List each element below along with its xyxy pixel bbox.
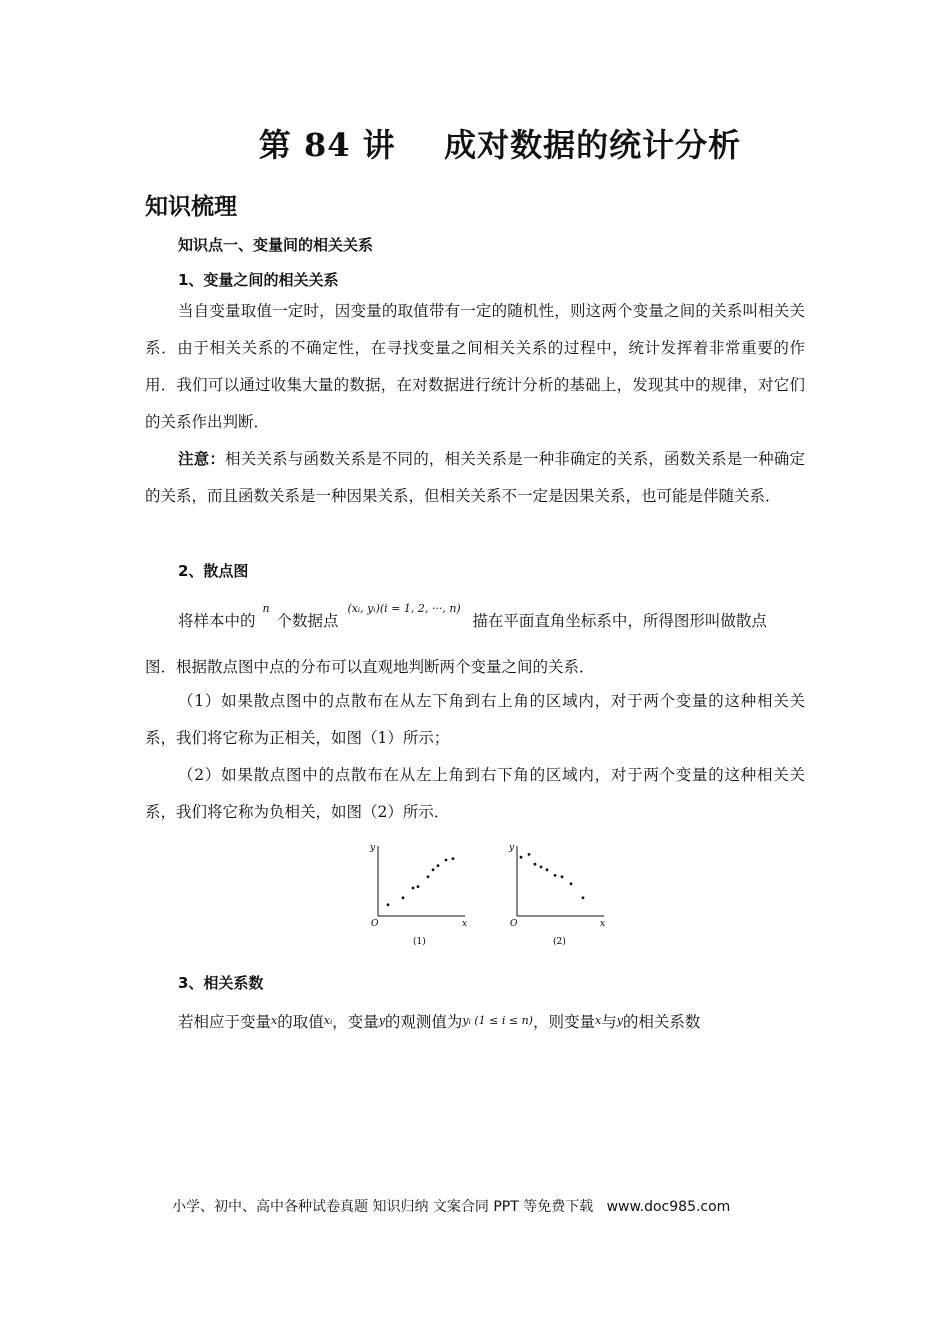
scatter-text-b: 个数据点 bbox=[276, 612, 339, 630]
sent-a: 若相应于变量 bbox=[178, 1013, 272, 1031]
fig1-point bbox=[437, 864, 440, 867]
math-n: n bbox=[262, 602, 270, 615]
page-footer: 小学、初中、高中各种试卷真题 知识归纳 文案合同 PPT 等免费下载 www.doc985.com bbox=[172, 1199, 731, 1215]
math-x: x bbox=[271, 1014, 278, 1027]
item-negative-correlation: （2）如果散点图中的点散布在从左上角到右下角的区域内，对于两个变量的这种相关关系，我们将它称为负相关，如图（2）所示． bbox=[145, 766, 805, 821]
sent-b: 的取值 bbox=[277, 1013, 324, 1031]
sent-f: 与 bbox=[601, 1013, 617, 1031]
note-label: 注意： bbox=[178, 450, 226, 468]
fig1-y-label: y bbox=[370, 843, 376, 853]
sent-e: ，则变量 bbox=[532, 1013, 595, 1031]
fig1-point bbox=[412, 887, 415, 890]
scatter-plot-1 bbox=[369, 843, 467, 947]
fig2-point bbox=[554, 874, 557, 877]
knowledge-point-heading: 知识点一、变量间的相关关系 bbox=[178, 236, 374, 254]
fig2-point bbox=[520, 856, 523, 859]
fig2-point bbox=[582, 896, 585, 899]
fig2-point bbox=[540, 866, 543, 869]
scatter-text-c: 描在平面直角坐标系中，所得图形叫做散点 bbox=[472, 612, 767, 630]
fig2-point bbox=[570, 882, 573, 885]
fig2-x-label: x bbox=[600, 919, 606, 929]
note-text: 相关关系与函数关系是不同的，相关关系是一种非确定的关系，函数关系是一种确定的关系，而且函数关系是一种因果关系，但相关关系不一定是因果关系，也可能是伴随关系． bbox=[145, 450, 805, 505]
scatter-text-a: 将样本中的 bbox=[178, 612, 256, 630]
scatter-line-1 bbox=[178, 602, 767, 631]
math-x-2: x bbox=[594, 1014, 602, 1027]
section-heading: 知识梳理 bbox=[145, 194, 237, 220]
sent-c: ，变量 bbox=[332, 1013, 379, 1031]
fig1-x-label: x bbox=[462, 919, 468, 929]
fig1-origin: O bbox=[371, 919, 379, 929]
sent-g: 的相关系数 bbox=[622, 1013, 701, 1031]
fig1-point bbox=[387, 903, 390, 906]
scatter-line-2: 图．根据散点图中点的分布可以直观地判断两个变量之间的关系． bbox=[145, 658, 595, 676]
fig2-point bbox=[561, 875, 564, 878]
scatter-plot-2 bbox=[508, 843, 605, 947]
fig2-point bbox=[528, 853, 531, 856]
subsection-1-heading: 1、变量之间的相关关系 bbox=[178, 271, 339, 289]
paragraph-note bbox=[145, 441, 805, 515]
fig2-caption: (2) bbox=[553, 937, 566, 947]
fig1-point bbox=[452, 857, 455, 860]
correlation-sentence bbox=[178, 1010, 700, 1032]
math-y-2: y bbox=[616, 1014, 623, 1027]
item-positive-correlation: （1）如果散点图中的点散布在从左下角到右上角的区域内，对于两个变量的这种相关关系，我们将它称为正相关，如图（1）所示； bbox=[145, 692, 805, 747]
math-yi-range: yᵢ (1 ≤ i ≤ n) bbox=[462, 1014, 533, 1027]
math-xi: xᵢ bbox=[323, 1014, 333, 1027]
paragraph-correlation: 当自变量取值一定时，因变量的取值带有一定的随机性，则这两个变量之间的关系叫相关关系．由于相关关系的不确定性，在寻找变量之间相关关系的过程中，统计发挥着非常重要的作用．我们可以通过收集大量的数据，在对数据进行统计分析的基础上，发现其中的规律，对它们的关系作出判断． bbox=[145, 302, 805, 431]
fig1-point bbox=[445, 859, 448, 862]
fig2-point bbox=[534, 863, 537, 866]
math-y: y bbox=[378, 1014, 385, 1027]
scatter-figures bbox=[0, 838, 950, 968]
fig2-point bbox=[546, 868, 549, 871]
fig1-point bbox=[417, 885, 420, 888]
fig1-point bbox=[427, 875, 430, 878]
fig1-caption: (1) bbox=[413, 937, 426, 947]
fig2-y-label: y bbox=[509, 843, 515, 853]
fig1-point bbox=[432, 868, 435, 871]
fig2-origin: O bbox=[510, 919, 518, 929]
math-data-points: (xᵢ, yᵢ)(i = 1, 2, ···, n) bbox=[347, 602, 461, 615]
sent-d: 的观测值为 bbox=[384, 1013, 463, 1031]
subsection-2-heading: 2、散点图 bbox=[178, 562, 249, 580]
fig1-point bbox=[402, 896, 405, 899]
subsection-3-heading: 3、相关系数 bbox=[178, 974, 264, 992]
page-title: 第 84 讲 成对数据的统计分析 bbox=[258, 126, 742, 164]
